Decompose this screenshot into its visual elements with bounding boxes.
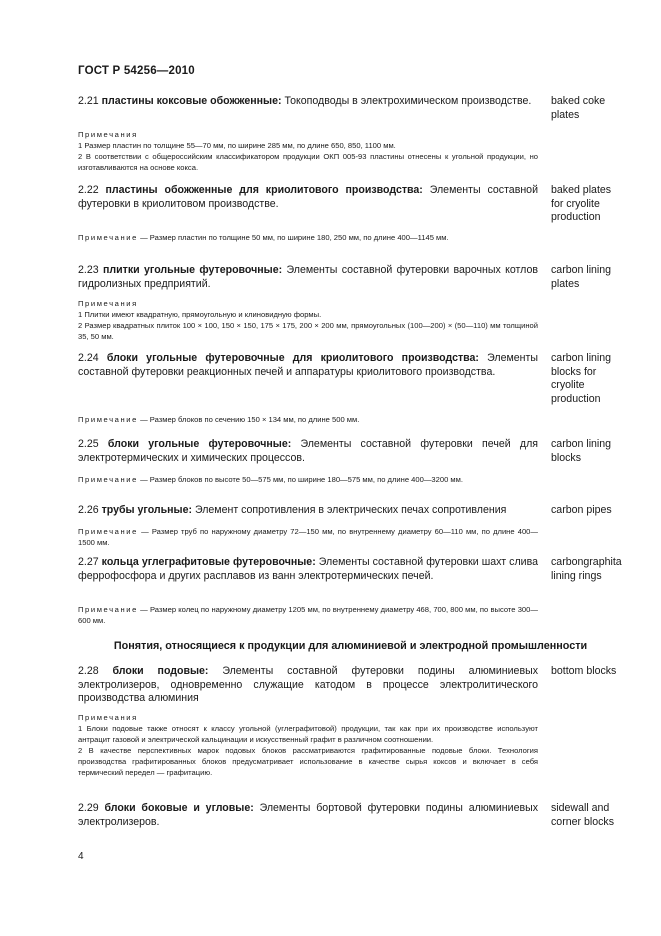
note-block-2-23	[78, 298, 538, 342]
term-definition: Элементы составной футеровки в криолитовом производстве.	[78, 184, 538, 210]
english-equivalent: sidewall and corner blocks	[551, 802, 614, 828]
term-entry-2-23: 2.23 плитки угольные футеровочные: Элементы составной футеровки варочных котлов гидролизных предприятий.	[78, 264, 538, 290]
note-item: 1 Блоки подовые также относят к классу угольной (углеграфитовой) продукции, так как при их производстве используют антрацит газовой и электрической кальцинации и искусственный графит в различном соотношении.	[78, 724, 538, 744]
term-name: трубы угольные:	[101, 504, 193, 516]
note-item: 2 В соответствии с общероссийским классификатором продукции ОКП 005-93 пластины отнесены к угольной продукции, но изготавливаются на основе кокса.	[78, 152, 538, 172]
english-equivalent: carbon lining plates	[551, 264, 612, 290]
note-block-2-26: Примечание — Размер труб по наружному диаметру 72—150 мм, по внутреннему диаметру 60—110 мм, по длине 400—1500 мм.	[78, 527, 538, 547]
english-equivalent: carbon pipes	[551, 504, 612, 516]
note-heading: Примечания	[78, 130, 138, 139]
term-definition: Элемент сопротивления в электрических печах сопротивления	[194, 504, 507, 516]
note-heading: Примечание	[78, 233, 138, 242]
term-entry-2-28: 2.28 блоки подовые: Элементы составной футеровки подины алюминиевых электролизеров, одновременно служащие катодом в процессе электролитического производства алюминия	[78, 665, 538, 705]
note-heading: Примечание	[78, 527, 138, 536]
term-entry-2-29: 2.29 блоки боковые и угловые: Элементы бортовой футеровки подины алюминиевых электролизеров.	[78, 802, 538, 828]
term-name: плитки угольные футеровочные:	[103, 264, 283, 276]
note-item: Размер блоков по сечению 150 × 134 мм, по длине 500 мм.	[149, 415, 360, 424]
note-item: 2 Размер квадратных плиток 100 × 100, 150 × 150, 175 × 175, 200 × 200 мм, прямоугольных (100—200) × (50—110) мм толщиной 35, 50 мм.	[78, 321, 538, 341]
document-header: ГОСТ Р 54256—2010	[78, 65, 195, 77]
term-entry-2-25: 2.25 блоки угольные футеровочные: Элементы составной футеровки печей для электротермических и химических процессов.	[78, 438, 538, 464]
note-heading: Примечания	[78, 713, 138, 722]
english-equivalent: baked coke plates	[551, 95, 606, 121]
term-entry-2-22: 2.22 пластины обожженные для криолитового производства: Элементы составной футеровки в криолитовом производстве.	[78, 184, 538, 210]
note-item: Размер блоков по высоте 50—575 мм, по ширине 180—575 мм, по длине 400—3200 мм.	[149, 475, 463, 484]
note-block-2-27: Примечание — Размер колец по наружному диаметру 1205 мм, по внутреннему диаметру 468, 700, 800 мм, по высоте 300—600 мм.	[78, 605, 538, 625]
english-equivalent: carbongraphita lining rings	[551, 556, 622, 582]
note-item: Размер колец по наружному диаметру 1205 мм, по внутреннему диаметру 468, 700, 800 мм, по высоте 300—600 мм.	[78, 605, 538, 625]
term-entry-2-24: 2.24 блоки угольные футеровочные для криолитового производства: Элементы составной футеровки реакционных печей и аппаратуры криолитового производства.	[78, 352, 538, 378]
term-definition: Элементы составной футеровки реакционных печей и аппаратуры криолитового производства.	[78, 352, 538, 378]
note-item: Размер труб по наружному диаметру 72—150 мм, по внутреннему диаметру 60—110 мм, по длине 400—1500 мм.	[78, 527, 538, 547]
term-entry-2-21: 2.21 пластины коксовые обожженные: Токоподводы в электрохимическом производстве.	[78, 95, 532, 107]
note-heading: Примечание	[78, 415, 138, 424]
term-entry-2-26: 2.26 трубы угольные: Элемент сопротивления в электрических печах сопротивления	[78, 504, 507, 516]
term-name: блоки подовые:	[112, 665, 209, 677]
english-equivalent: carbon lining blocks for cryolite production	[551, 352, 612, 405]
note-item: 1 Плитки имеют квадратную, прямоугольную и клиновидную формы.	[78, 310, 322, 319]
term-definition: Элементы составной футеровки подины алюминиевых электролизеров, одновременно служащие катодом в процессе электролитического производства алюминия	[78, 665, 538, 705]
english-equivalent: carbon lining blocks	[551, 438, 612, 464]
term-name: кольца углеграфитовые футеровочные:	[101, 556, 316, 568]
term-name: пластины обожженные для криолитового производства:	[105, 184, 423, 196]
term-entry-2-27: 2.27 кольца углеграфитовые футеровочные: Элементы составной футеровки шахт слива феррофосфора и других расплавов из ванн электротермических печей.	[78, 556, 538, 582]
english-equivalent: baked plates for cryolite production	[551, 184, 612, 224]
term-name: блоки угольные футеровочные для криолитового производства:	[106, 352, 479, 364]
note-heading: Примечание	[78, 475, 138, 484]
term-definition: Токоподводы в электрохимическом производстве.	[284, 95, 532, 107]
note-heading: Примечание	[78, 605, 138, 614]
section-title: Понятия, относящиеся к продукции для алюминиевой и электродной промышленности	[113, 640, 588, 652]
note-item: 2 В качестве перспективных марок подовых блоков рассматриваются графитированные подовые блоки. Технология производства графитированных блоков предусматривает использование в качестве сырья коксов и включает в себя термический передел — графитацию.	[78, 746, 538, 777]
term-definition: Элементы составной футеровки шахт слива феррофосфора и других расплавов из ванн электротермических печей.	[78, 556, 538, 582]
note-item: 1 Размер пластин по толщине 55—70 мм, по ширине 285 мм, по длине 650, 850, 1100 мм.	[78, 141, 396, 150]
term-name: блоки боковые и угловые:	[104, 802, 254, 814]
english-equivalent: bottom blocks	[551, 665, 617, 677]
note-block-2-28	[78, 712, 538, 778]
note-heading: Примечания	[78, 299, 138, 308]
note-block-2-21	[78, 129, 538, 173]
page-number: 4	[78, 851, 84, 862]
note-block-2-22: Примечание — Размер пластин по толщине 50 мм, по ширине 180, 250 мм, по длине 400—1145 мм.	[78, 233, 449, 242]
term-definition: Элементы составной футеровки печей для электротермических и химических процессов.	[78, 438, 538, 464]
term-definition: Элементы бортовой футеровки подины алюминиевых электролизеров.	[78, 802, 538, 828]
term-name: блоки угольные футеровочные:	[107, 438, 292, 450]
note-block-2-24: Примечание — Размер блоков по сечению 150 × 134 мм, по длине 500 мм.	[78, 415, 360, 424]
note-item: Размер пластин по толщине 50 мм, по ширине 180, 250 мм, по длине 400—1145 мм.	[149, 233, 449, 242]
note-block-2-25: Примечание — Размер блоков по высоте 50—575 мм, по ширине 180—575 мм, по длине 400—3200 мм.	[78, 475, 463, 484]
term-definition: Элементы составной футеровки варочных котлов гидролизных предприятий.	[78, 264, 538, 290]
term-name: пластины коксовые обожженные:	[101, 95, 282, 107]
